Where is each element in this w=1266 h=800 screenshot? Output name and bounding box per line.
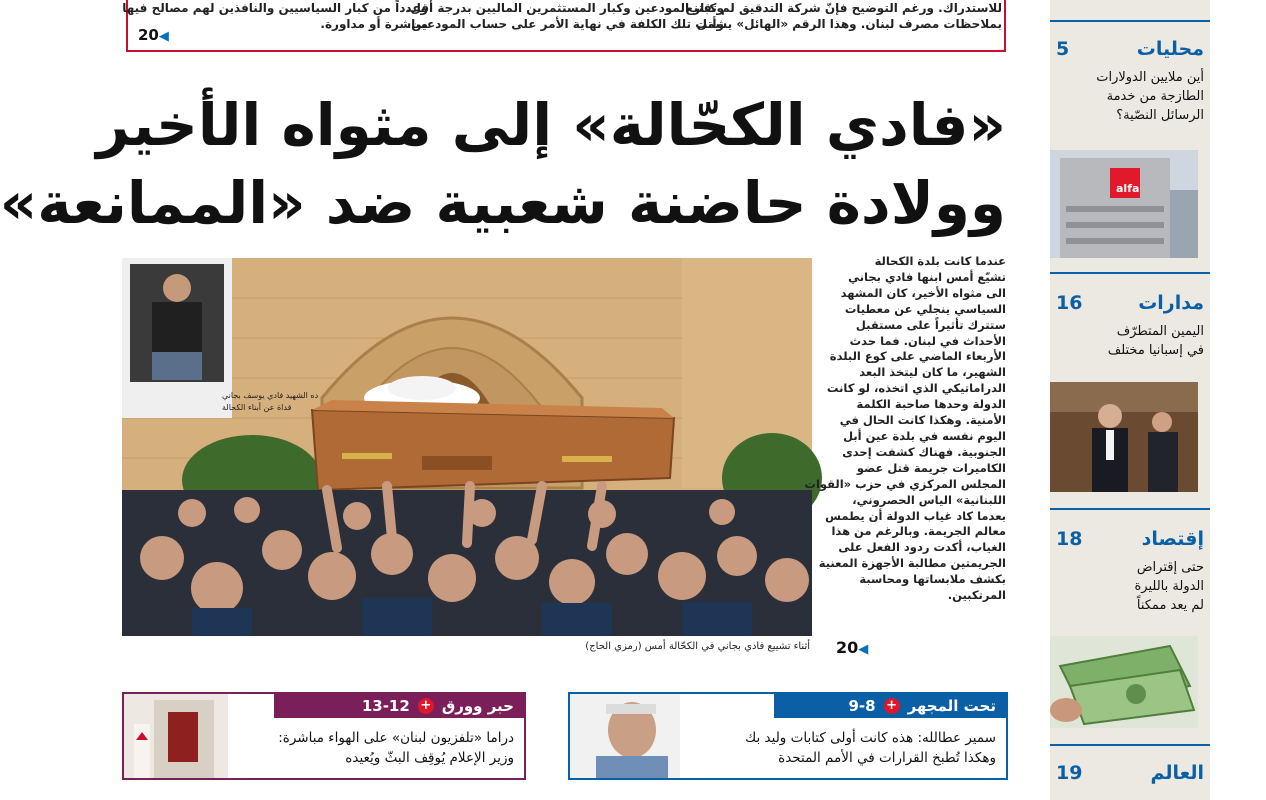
- section-name: مدارات: [1138, 292, 1204, 314]
- sidebar-item-world[interactable]: [1056, 762, 1204, 784]
- strip-line: وعدداً من كبار السياسيين والنافذين لهم مصالح فيها: [122, 1, 428, 15]
- teaser-box-taht-al-mijhar[interactable]: [568, 692, 1008, 780]
- funeral-illustration: [122, 258, 812, 636]
- article-line: الى مثواه الأخير، كان المشهد: [840, 285, 1006, 300]
- teaser-line: الرسائل النصّية؟: [1116, 108, 1204, 123]
- strip-line: وكبار المودعين وكبار المستثمرين الماليين بدرجة أقل.: [405, 1, 724, 15]
- article-line: تشيّع أمس ابنها فادي بجاني: [848, 269, 1006, 284]
- teaser-pages: 9-8: [848, 697, 876, 715]
- teaser-box-hibr-wa-waraq[interactable]: [122, 692, 526, 780]
- sidebar-divider: [1050, 20, 1210, 22]
- section-page: 5: [1056, 38, 1070, 60]
- teaser-title: تحت المجهر: [907, 697, 996, 715]
- article-line: الجريمتين مطالبة الأجهزة المعنية: [818, 556, 1006, 571]
- section-title: [1056, 762, 1204, 784]
- article-line: الدولة وحدها صاحبة الكلمة: [856, 397, 1006, 412]
- headline-line-1: «فادي الكحّالة» إلى مثواه الأخير: [96, 91, 1006, 159]
- article-line: الأمنية. وهكذا كانت الحال في: [839, 413, 1006, 428]
- building-thumbnail: [124, 694, 228, 778]
- teaser-pages: 13-12: [361, 697, 410, 715]
- article-line: المجلس المركزي في حزب «القوات: [804, 476, 1006, 491]
- teaser-line: الطازجة من خدمة: [1106, 89, 1204, 104]
- article-line: الغياب، أكدت ردود الفعل على: [838, 540, 1006, 555]
- strip-page-ref[interactable]: [138, 26, 169, 44]
- arrow-right-icon: ◀: [158, 29, 169, 44]
- portrait-thumbnail: [570, 694, 680, 778]
- article-line: الدراماتيكي الذي اتخذه، لو كانت: [826, 381, 1006, 396]
- poster-caption-2: قداة عن أبناء الكحالة: [222, 403, 292, 412]
- article-line: اللبنانية» الياس الحصروني،: [852, 492, 1006, 507]
- article-line: اليوم نفسه في بلدة عين أبل: [843, 428, 1006, 443]
- teaser-header: [774, 694, 1006, 718]
- section-name: العالم: [1150, 762, 1204, 784]
- article-line: الكاميرات جريمة قتل عضو: [856, 460, 1006, 475]
- teaser-line: الدولة بالليرة: [1134, 579, 1204, 594]
- alfa-building-image: [1050, 150, 1198, 258]
- photo-caption: أثناء تشييع فادي بجاني في الكحّالة أمس (رمزي الحاج): [585, 641, 810, 652]
- article-line: الجنوبية. فهناك كشفت إحدى: [842, 444, 1006, 459]
- section-title: [1056, 528, 1204, 550]
- teaser-line: أين ملايين الدولارات: [1096, 70, 1204, 85]
- strip-line: للاستدراك. ورغم التوضيح فإنّ شركة التدقيق لم تقتنع: [685, 1, 1002, 15]
- teaser-line: حتى إقتراض: [1136, 560, 1204, 575]
- sidebar-item-local[interactable]: [1056, 38, 1204, 125]
- sidebar-divider: [1050, 272, 1210, 274]
- article-line: المرتكبين.: [947, 588, 1006, 603]
- section-name: محليات: [1136, 38, 1204, 60]
- arrow-right-icon: ◀: [858, 642, 869, 657]
- previous-article-strip: [122, 0, 1006, 52]
- teaser-line: لم يعد ممكناً: [1136, 598, 1204, 613]
- section-teaser: [1056, 68, 1204, 125]
- teaser-text: [680, 728, 996, 768]
- sidebar-divider: [1050, 508, 1210, 510]
- article-line: الشهير، ما كان ليتخذ البعد: [859, 365, 1006, 380]
- article-page-ref[interactable]: [836, 638, 868, 657]
- strip-line: وأتت تلك الكلفة في نهاية الأمر على حساب المودعين.: [406, 17, 724, 31]
- article-line: السياسي ينجلي عن معطيات: [844, 301, 1006, 316]
- section-name: إقتصاد: [1141, 528, 1204, 550]
- strip-column-2: [405, 0, 724, 48]
- section-page: 18: [1056, 528, 1083, 550]
- poster-caption-1: ده الشهيد فادي يوسف بجاني: [222, 391, 319, 400]
- strip-line: بملاحظات مصرف لبنان. وهذا الرقم «الهائل» يشمل: [696, 17, 1002, 31]
- article-line: ستترك تأثيراً على مستقبل: [855, 317, 1006, 332]
- sidebar-item-madarat[interactable]: [1056, 292, 1204, 360]
- section-title: [1056, 38, 1204, 60]
- main-headline: [0, 86, 1006, 242]
- section-title: [1056, 292, 1204, 314]
- section-teaser: [1056, 322, 1204, 360]
- teaser-line: وزير الإعلام يُوقِف البثّ ويُعيده: [345, 750, 514, 766]
- headline-line-2: وولادة حاضنة شعبية ضد «الممانعة»: [0, 169, 1006, 237]
- teaser-title: حبر وورق: [441, 697, 514, 715]
- page-number: 20: [138, 26, 159, 44]
- section-teaser: [1056, 558, 1204, 615]
- teaser-line: سمير عطالله: هذه كانت أولى كتابات وليد بك: [745, 730, 996, 746]
- article-line: بكشف ملابساتها ومحاسبة: [859, 572, 1006, 587]
- article-line: الأحداث في لبنان. فما حدث: [849, 333, 1006, 348]
- teaser-line: اليمين المتطرّف: [1116, 324, 1204, 339]
- strip-column-1: [685, 0, 1002, 48]
- article-line: الأربعاء الماضي على كوع البلدة: [829, 349, 1006, 364]
- plus-icon: +: [884, 698, 900, 714]
- sidebar-item-economy[interactable]: [1056, 528, 1204, 615]
- article-line: عندما كانت بلدة الكحالة: [874, 254, 1006, 268]
- teaser-text: [224, 728, 514, 768]
- spanish-politician-image: [1050, 382, 1198, 492]
- teaser-header: [274, 694, 524, 718]
- article-line: بعدما كاد غياب الدولة أن يطمس: [825, 508, 1006, 523]
- article-body: [804, 254, 1006, 604]
- banknotes-image: [1050, 636, 1198, 728]
- page-number: 20: [836, 638, 859, 657]
- section-page: 16: [1056, 292, 1083, 314]
- alfa-sign: alfa: [1116, 182, 1140, 195]
- strip-line: مباشرة أو مداورة.: [320, 17, 428, 31]
- teaser-line: في إسبانيا مختلف: [1107, 343, 1204, 358]
- teaser-line: دراما «تلفزيون لبنان» على الهواء مباشرة:: [278, 730, 514, 746]
- article-line: معالم الجريمة. وبالرغم من هذا: [831, 524, 1006, 539]
- plus-icon: +: [418, 698, 434, 714]
- teaser-line: وهكذا تُطبخ القرارات في الأمم المتحدة: [778, 750, 996, 766]
- sidebar-divider: [1050, 744, 1210, 746]
- funeral-photo: [122, 258, 812, 636]
- section-page: 19: [1056, 762, 1083, 784]
